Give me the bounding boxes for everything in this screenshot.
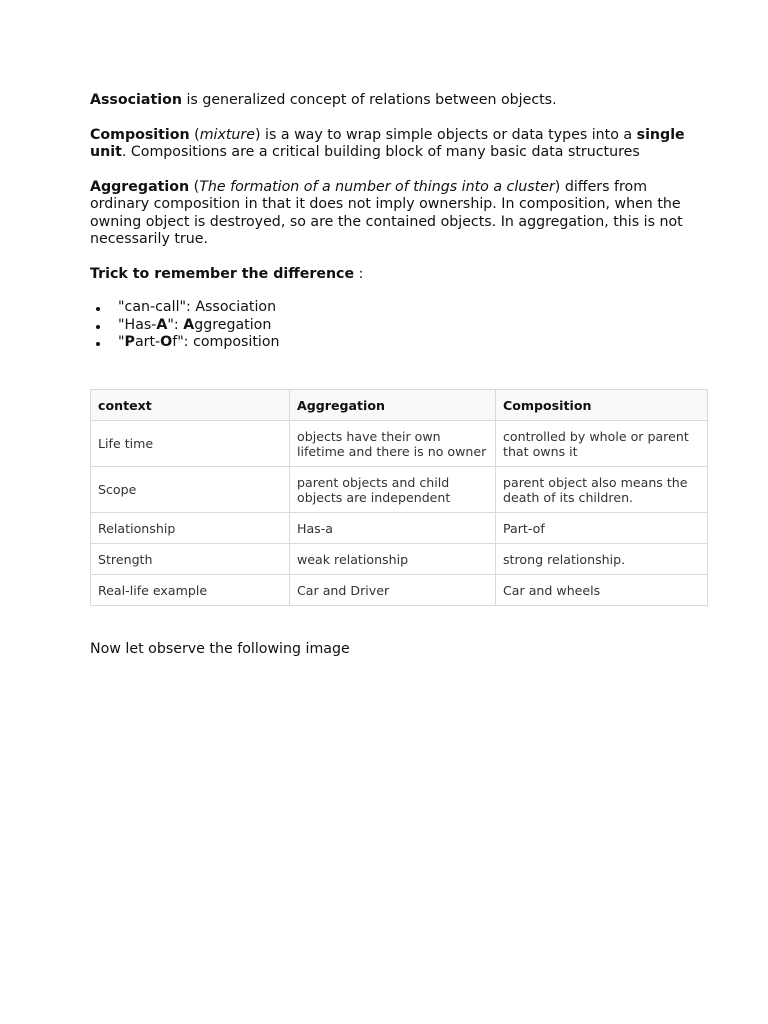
- trick-item-text: ggregation: [194, 316, 272, 333]
- trick-item-bold: P: [124, 334, 135, 351]
- table-header-row: [91, 390, 708, 421]
- composition-text-1: ) is a way to wrap simple objects or data types into a: [254, 126, 637, 143]
- trick-item-association: [118, 299, 710, 317]
- trick-item-text: f": composition: [172, 334, 280, 351]
- composition-text-2: . Compositions are a critical building block of many basic data structures: [121, 144, 640, 160]
- table-cell-context: Relationship: [91, 513, 290, 544]
- trick-item-text: "Has-: [118, 316, 157, 333]
- trick-heading: Trick to remember the difference: [90, 265, 355, 282]
- trick-list: [90, 299, 710, 352]
- table-row: [91, 421, 708, 467]
- trick-heading-paragraph: [90, 266, 710, 284]
- aggregation-paragraph: [90, 179, 710, 249]
- table-cell-composition: Part-of: [496, 513, 708, 544]
- association-paragraph: [90, 92, 710, 110]
- composition-paragraph: [90, 127, 710, 162]
- trick-item-text: "can-call": Association: [118, 299, 277, 315]
- composition-single-unit: single unit: [90, 126, 685, 160]
- aggregation-definition: The formation of a number of things into a cluster: [199, 178, 555, 195]
- table-cell-context: Real-life example: [91, 575, 290, 606]
- trick-item-text: ":: [167, 316, 184, 333]
- trick-item-bold: A: [156, 316, 168, 333]
- table-cell-composition: controlled by whole or parent that owns it: [496, 421, 708, 467]
- composition-term: Composition: [90, 126, 190, 143]
- trick-item-text: ": [118, 334, 125, 351]
- table-row: [91, 467, 708, 513]
- aggregation-text: ) differs from ordinary composition in that it does not imply ownership. In composition, when the owning object is destroyed, so are the contained objects. In aggregation, this is not necessarily true.: [90, 178, 683, 247]
- aggregation-term: Aggregation: [90, 178, 190, 195]
- table-cell-context: Scope: [91, 467, 290, 513]
- table-cell-context: Life time: [91, 421, 290, 467]
- table-cell-aggregation: parent objects and child objects are independent: [290, 467, 496, 513]
- column-header-context: context: [91, 390, 290, 421]
- trick-item-bold: O: [160, 334, 173, 351]
- association-text: is generalized concept of relations between objects.: [181, 92, 557, 108]
- table-row: [91, 575, 708, 606]
- table-cell-aggregation: Car and Driver: [290, 575, 496, 606]
- table-cell-aggregation: weak relationship: [290, 544, 496, 575]
- column-header-composition: Composition: [496, 390, 708, 421]
- closing-sentence: Now let observe the following image: [90, 641, 350, 657]
- table-row: [91, 513, 708, 544]
- table-row: [91, 544, 708, 575]
- table-cell-aggregation: objects have their own lifetime and there is no owner: [290, 421, 496, 467]
- table-cell-composition: Car and wheels: [496, 575, 708, 606]
- table-cell-aggregation: Has-a: [290, 513, 496, 544]
- column-header-aggregation: Aggregation: [290, 390, 496, 421]
- trick-item-aggregation: [118, 317, 710, 335]
- trick-heading-suffix: :: [354, 265, 364, 282]
- comparison-table: [90, 389, 708, 606]
- trick-item-text: art-: [134, 334, 161, 351]
- association-term: Association: [90, 92, 182, 108]
- article-body: [90, 92, 710, 352]
- table-cell-composition: parent object also means the death of its children.: [496, 467, 708, 513]
- aggregation-paren-open: (: [189, 178, 200, 195]
- trick-item-bold: A: [183, 316, 195, 333]
- table-cell-context: Strength: [91, 544, 290, 575]
- trick-item-composition: [118, 334, 710, 352]
- table-cell-composition: strong relationship.: [496, 544, 708, 575]
- composition-synonym: mixture: [199, 126, 255, 143]
- composition-paren-open: (: [189, 126, 200, 143]
